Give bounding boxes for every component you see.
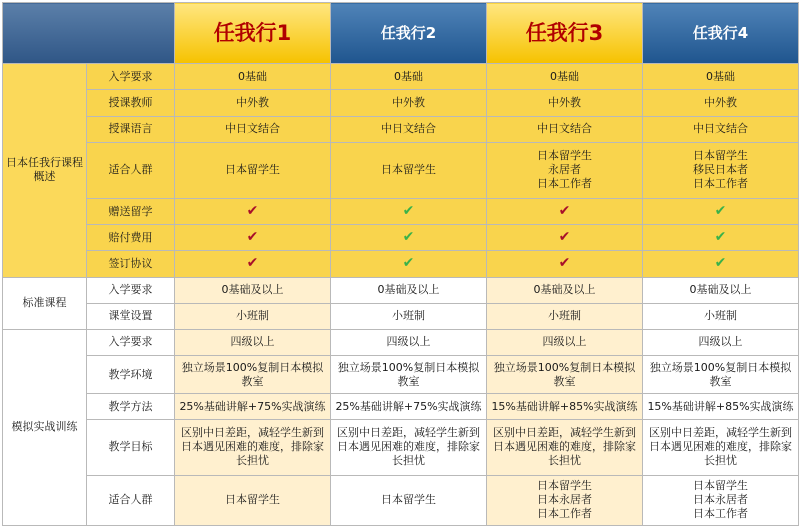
- cell-plan-1: [175, 142, 331, 198]
- cell-line: 日本遇见困难的难度，排除家: [493, 440, 636, 454]
- standard-row: [3, 303, 799, 329]
- cell-plan-1: [175, 355, 331, 393]
- row-label: 入学要求: [87, 329, 175, 355]
- overview-row: [3, 142, 799, 198]
- cell-line: 独立场景100%复制日本模拟: [493, 360, 636, 374]
- cell-line: 日本留学生: [225, 493, 280, 507]
- cell-plan-1: 0基础及以上: [175, 277, 331, 303]
- cell-line: 日本工作者: [693, 177, 748, 191]
- cell-line: 日本留学生: [225, 163, 280, 177]
- cell-plan-3: 中日文结合: [487, 116, 643, 142]
- cell-plan-3: [487, 142, 643, 198]
- cell-plan-4: [643, 142, 799, 198]
- cell-line: 教室: [241, 374, 264, 388]
- cell-plan-2: 中外教: [331, 90, 487, 116]
- cell-line: 独立场景100%复制日本模拟: [649, 360, 792, 374]
- row-label: 教学目标: [87, 420, 175, 475]
- cell-line: 教室: [397, 374, 420, 388]
- cell-plan-1: [175, 225, 331, 251]
- cell-line: 日本留学生: [381, 163, 436, 177]
- cell-plan-4: 0基础及以上: [643, 277, 799, 303]
- overview-row: [3, 64, 799, 90]
- header-corner: [3, 3, 175, 64]
- cell-plan-2: 25%基础讲解+75%实战演练: [331, 394, 487, 420]
- cell-plan-3: [487, 251, 643, 277]
- mock-row: [3, 355, 799, 393]
- mock-row: [3, 420, 799, 475]
- cell-plan-4: [643, 225, 799, 251]
- cell-plan-2: [331, 251, 487, 277]
- section-label-standard: 标准课程: [3, 277, 87, 329]
- cell-line: 日本永居者: [537, 493, 592, 507]
- cell-line: 日本工作者: [693, 507, 748, 521]
- cell-line: 日本工作者: [537, 507, 592, 521]
- cell-plan-1: [175, 475, 331, 525]
- cell-line: 独立场景100%复制日本模拟: [337, 360, 480, 374]
- cell-plan-1: 中外教: [175, 90, 331, 116]
- section-label-mock: 模拟实战训练: [3, 329, 87, 525]
- cell-line: 日本留学生: [381, 493, 436, 507]
- cell-line: 长担忧: [704, 454, 737, 468]
- cell-plan-2: [331, 475, 487, 525]
- cell-plan-3: [487, 225, 643, 251]
- cell-plan-4: 中外教: [643, 90, 799, 116]
- cell-line: 区别中日差距，减轻学生新到: [337, 426, 480, 440]
- check-icon: ✔: [714, 255, 727, 272]
- check-icon: ✔: [246, 255, 259, 272]
- check-icon: ✔: [402, 255, 415, 272]
- check-icon: ✔: [558, 255, 571, 272]
- check-icon: ✔: [714, 203, 727, 220]
- cell-line: 长担忧: [236, 454, 269, 468]
- overview-row: [3, 116, 799, 142]
- cell-line: 移民日本者: [693, 163, 748, 177]
- cell-line: 日本留学生: [693, 479, 748, 493]
- cell-plan-3: 0基础及以上: [487, 277, 643, 303]
- check-icon: ✔: [246, 229, 259, 246]
- row-label: 适合人群: [87, 142, 175, 198]
- check-icon: ✔: [558, 203, 571, 220]
- row-label: 入学要求: [87, 64, 175, 90]
- mock-row: [3, 475, 799, 525]
- check-icon: ✔: [714, 229, 727, 246]
- cell-line: 区别中日差距，减轻学生新到: [649, 426, 792, 440]
- mock-row: [3, 329, 799, 355]
- row-label: 课堂设置: [87, 303, 175, 329]
- row-label: 教学方法: [87, 394, 175, 420]
- cell-line: 日本留学生: [537, 479, 592, 493]
- cell-line: 长担忧: [392, 454, 425, 468]
- cell-plan-2: [331, 420, 487, 475]
- cell-plan-3: [487, 199, 643, 225]
- standard-row: [3, 277, 799, 303]
- cell-plan-1: [175, 251, 331, 277]
- cell-line: 日本留学生: [693, 149, 748, 163]
- plan-header-3: 任我行3: [487, 3, 643, 64]
- cell-line: 日本遇见困难的难度，排除家: [649, 440, 792, 454]
- cell-plan-4: [643, 475, 799, 525]
- cell-plan-4: [643, 199, 799, 225]
- cell-plan-4: 小班制: [643, 303, 799, 329]
- overview-row: [3, 199, 799, 225]
- cell-plan-1: 中日文结合: [175, 116, 331, 142]
- cell-plan-4: [643, 251, 799, 277]
- cell-plan-4: 四级以上: [643, 329, 799, 355]
- cell-plan-3: [487, 475, 643, 525]
- cell-plan-3: 四级以上: [487, 329, 643, 355]
- check-icon: ✔: [246, 203, 259, 220]
- plan-header-1: 任我行1: [175, 3, 331, 64]
- cell-plan-4: 0基础: [643, 64, 799, 90]
- cell-plan-3: 0基础: [487, 64, 643, 90]
- row-label: 签订协议: [87, 251, 175, 277]
- cell-line: 日本工作者: [537, 177, 592, 191]
- cell-plan-3: [487, 420, 643, 475]
- row-label: 教学环境: [87, 355, 175, 393]
- cell-plan-4: [643, 355, 799, 393]
- cell-plan-4: [643, 420, 799, 475]
- mock-row: [3, 394, 799, 420]
- section-label-overview: 日本任我行课程概述: [3, 64, 87, 277]
- cell-line: 长担忧: [548, 454, 581, 468]
- cell-plan-2: 小班制: [331, 303, 487, 329]
- cell-line: 独立场景100%复制日本模拟: [181, 360, 324, 374]
- cell-plan-2: 0基础及以上: [331, 277, 487, 303]
- cell-plan-2: 0基础: [331, 64, 487, 90]
- cell-plan-1: 25%基础讲解+75%实战演练: [175, 394, 331, 420]
- cell-plan-4: 15%基础讲解+85%实战演练: [643, 394, 799, 420]
- overview-row: [3, 90, 799, 116]
- cell-plan-1: 小班制: [175, 303, 331, 329]
- cell-plan-2: [331, 199, 487, 225]
- cell-plan-1: [175, 420, 331, 475]
- overview-row: [3, 225, 799, 251]
- overview-row: [3, 251, 799, 277]
- plan-header-2: 任我行2: [331, 3, 487, 64]
- cell-plan-3: 中外教: [487, 90, 643, 116]
- row-label: 赔付费用: [87, 225, 175, 251]
- cell-line: 永居者: [548, 163, 581, 177]
- plan-header-4: 任我行4: [643, 3, 799, 64]
- cell-line: 日本遇见困难的难度，排除家: [181, 440, 324, 454]
- cell-line: 区别中日差距，减轻学生新到: [493, 426, 636, 440]
- row-label: 适合人群: [87, 475, 175, 525]
- cell-plan-4: 中日文结合: [643, 116, 799, 142]
- cell-plan-3: 小班制: [487, 303, 643, 329]
- cell-line: 日本遇见困难的难度，排除家: [337, 440, 480, 454]
- cell-plan-3: 15%基础讲解+85%实战演练: [487, 394, 643, 420]
- cell-line: 日本永居者: [693, 493, 748, 507]
- check-icon: ✔: [558, 229, 571, 246]
- row-label: 赠送留学: [87, 199, 175, 225]
- row-label: 授课教师: [87, 90, 175, 116]
- cell-plan-1: 0基础: [175, 64, 331, 90]
- cell-plan-2: 四级以上: [331, 329, 487, 355]
- cell-line: 教室: [553, 374, 576, 388]
- cell-plan-2: 中日文结合: [331, 116, 487, 142]
- cell-plan-1: [175, 199, 331, 225]
- header-row: [3, 3, 799, 64]
- cell-plan-2: [331, 225, 487, 251]
- check-icon: ✔: [402, 203, 415, 220]
- cell-plan-2: [331, 355, 487, 393]
- cell-line: 日本留学生: [537, 149, 592, 163]
- cell-line: 教室: [709, 374, 732, 388]
- cell-plan-3: [487, 355, 643, 393]
- cell-plan-1: 四级以上: [175, 329, 331, 355]
- row-label: 授课语言: [87, 116, 175, 142]
- course-comparison-table: [2, 2, 799, 526]
- cell-plan-2: [331, 142, 487, 198]
- check-icon: ✔: [402, 229, 415, 246]
- row-label: 入学要求: [87, 277, 175, 303]
- cell-line: 区别中日差距，减轻学生新到: [181, 426, 324, 440]
